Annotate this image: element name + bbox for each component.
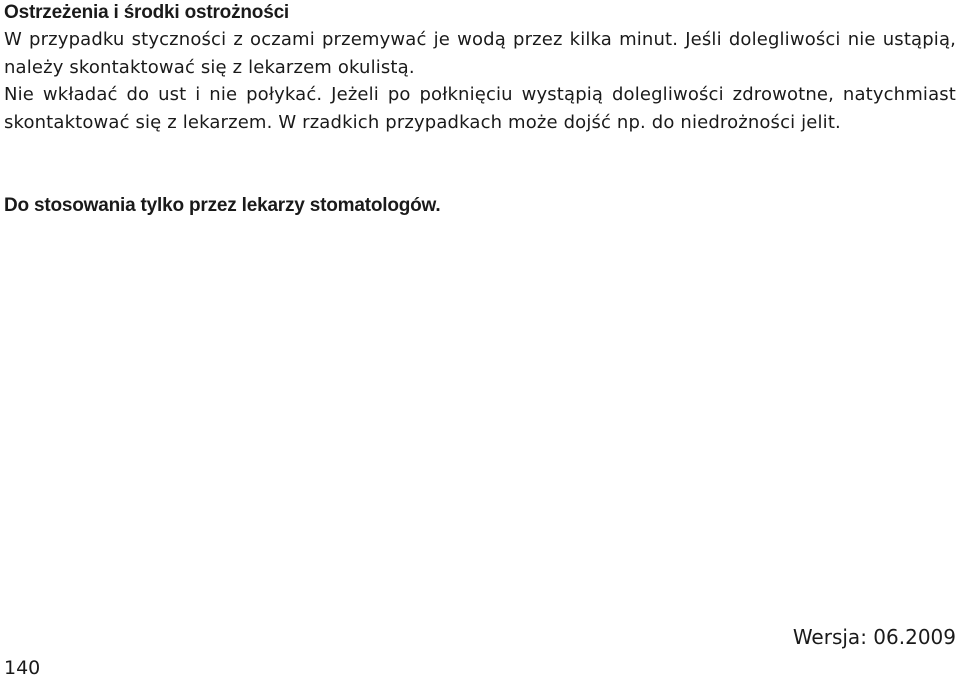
version-label: Wersja: 06.2009 (792, 625, 956, 649)
paragraph-ingestion: Nie wkładać do ust i nie połykać. Jeżeli po połknięciu wystąpią dolegliwości zdrowotne, natychmiast skontaktować się z lekarzem. W rzadkich przypadkach może dojść np. do niedrożności jelit. (4, 84, 956, 133)
page-number: 140 (4, 657, 41, 679)
paragraph-eye-contact: W przypadku styczności z oczami przemywać je wodą przez kilka minut. Jeśli dolegliwości nie ustąpią, należy skontaktować się z lekarzem okulistą. (4, 29, 956, 78)
warnings-section (4, 0, 956, 136)
dentist-use-note: Do stosowania tylko przez lekarzy stomatologów. (4, 195, 441, 216)
section-title: Ostrzeżenia i środki ostrożności (4, 2, 290, 23)
